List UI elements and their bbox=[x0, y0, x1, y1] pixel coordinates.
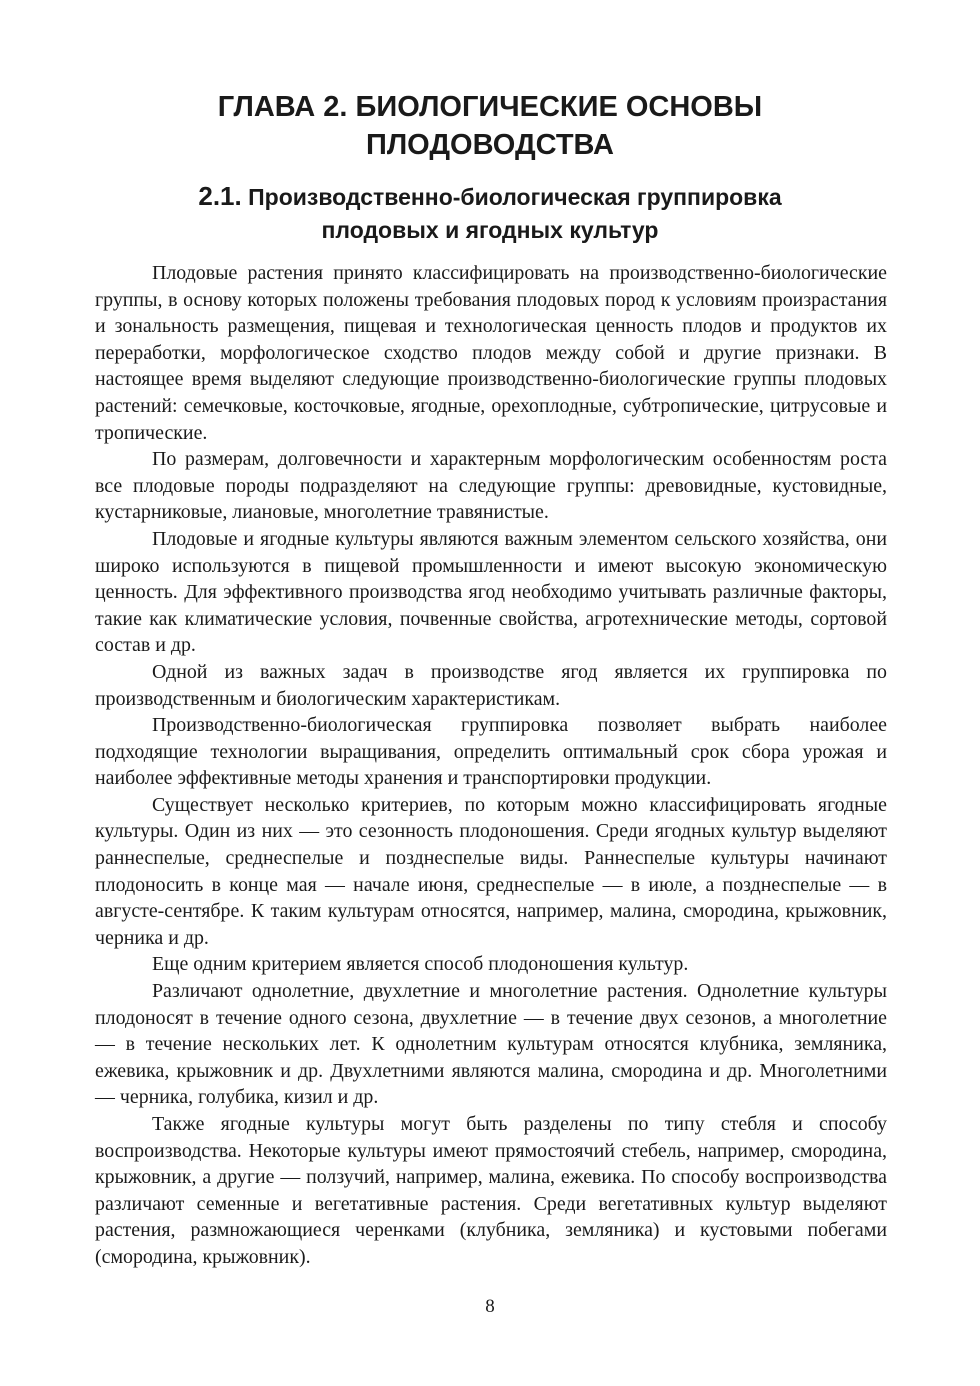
paragraph: По размерам, долговечности и характерным морфологическим особенностям роста все плодовые породы подразделяют на следующие группы: древовидные, кустовидные, кустарниковые, лиановые, многолетние травянистые. bbox=[95, 448, 887, 524]
paragraph: Плодовые и ягодные культуры являются важным элементом сельского хозяйства, они широко используются в пищевой промышленности и имеют высокую экономическую ценность. Для эффективного производства ягод необходимо учитывать различные факторы, такие как климатические условия, почвенные свойства, агротехнические методы, сортовой состав и др. bbox=[95, 527, 887, 657]
paragraph: Существует несколько критериев, по которым можно классифицировать ягодные культуры. Один из них — это сезонность плодоношения. Среди ягодных культур выделяют раннеспелые, среднеспелые и позднеспелые виды. Раннеспелые культуры начинают плодоносить в конце мая — начале июня, среднеспелые — в июле, а позднеспелые — в августе-сентябре. К таким культурам относятся, например, малина, смородина, крыжовник, черника и др. bbox=[95, 793, 887, 949]
body-text bbox=[95, 260, 887, 1271]
section-title bbox=[90, 180, 890, 247]
paragraph: Еще одним критерием является способ плодоношения культур. bbox=[152, 953, 689, 976]
paragraph: Одной из важных задач в производстве ягод является их группировка по производственным и биологическим характеристикам. bbox=[95, 660, 887, 710]
page-number: 8 bbox=[485, 1296, 495, 1317]
chapter-title-line-2: ПЛОДОВОДСТВА bbox=[365, 129, 614, 161]
paragraph: Производственно-биологическая группировка позволяет выбрать наиболее подходящие технологии выращивания, определить оптимальный срок сбора урожая и наиболее эффективные методы хранения и транспортировки продукции. bbox=[95, 714, 887, 790]
section-title-line-2: плодовых и ягодных культур bbox=[321, 217, 659, 243]
chapter-title-line-1: ГЛАВА 2. БИОЛОГИЧЕСКИЕ ОСНОВЫ bbox=[217, 91, 763, 123]
paragraph: Также ягодные культуры могут быть разделены по типу стебля и способу воспроизводства. Некоторые культуры имеют прямостоячий стебель, например, смородина, крыжовник, а другие — ползучий, например, малина, ежевика. По способу воспроизводства различают семенные и вегетативные растения. Среди вегетативных культур выделяют растения, размножающиеся черенками (клубника, земляника) и кустовыми побегами (смородина, крыжовник). bbox=[95, 1113, 887, 1268]
paragraph: Различают однолетние, двухлетние и многолетние растения. Однолетние культуры плодоносят в течение одного сезона, двухлетние — в течение двух сезонов, а многолетние — в течение нескольких лет. К однолетним культурам относятся клубника, земляника, ежевика, крыжовник и др. Двухлетними являются малина, смородина и др. Многолетними — черника, голубика, кизил и др. bbox=[95, 980, 887, 1109]
paragraph: Плодовые растения принято классифицировать на производственно-биологические группы, в основу которых положены требования плодовых пород к условиям произрастания и зональность размещения, пищевая и технологическая ценность плодов и продуктов их переработки, морфологическое сходство плодов между собой и другие признаки. В настоящее время выделяют следующие производственно-биологические группы плодовых растений: семечковые, косточковые, ягодные, орехоплодные, субтропические, цитрусовые и тропические. bbox=[95, 262, 887, 444]
section-title-line-1: Производственно-биологическая группировка bbox=[248, 184, 782, 210]
section-number: 2.1. bbox=[198, 181, 242, 211]
chapter-title bbox=[90, 88, 890, 164]
